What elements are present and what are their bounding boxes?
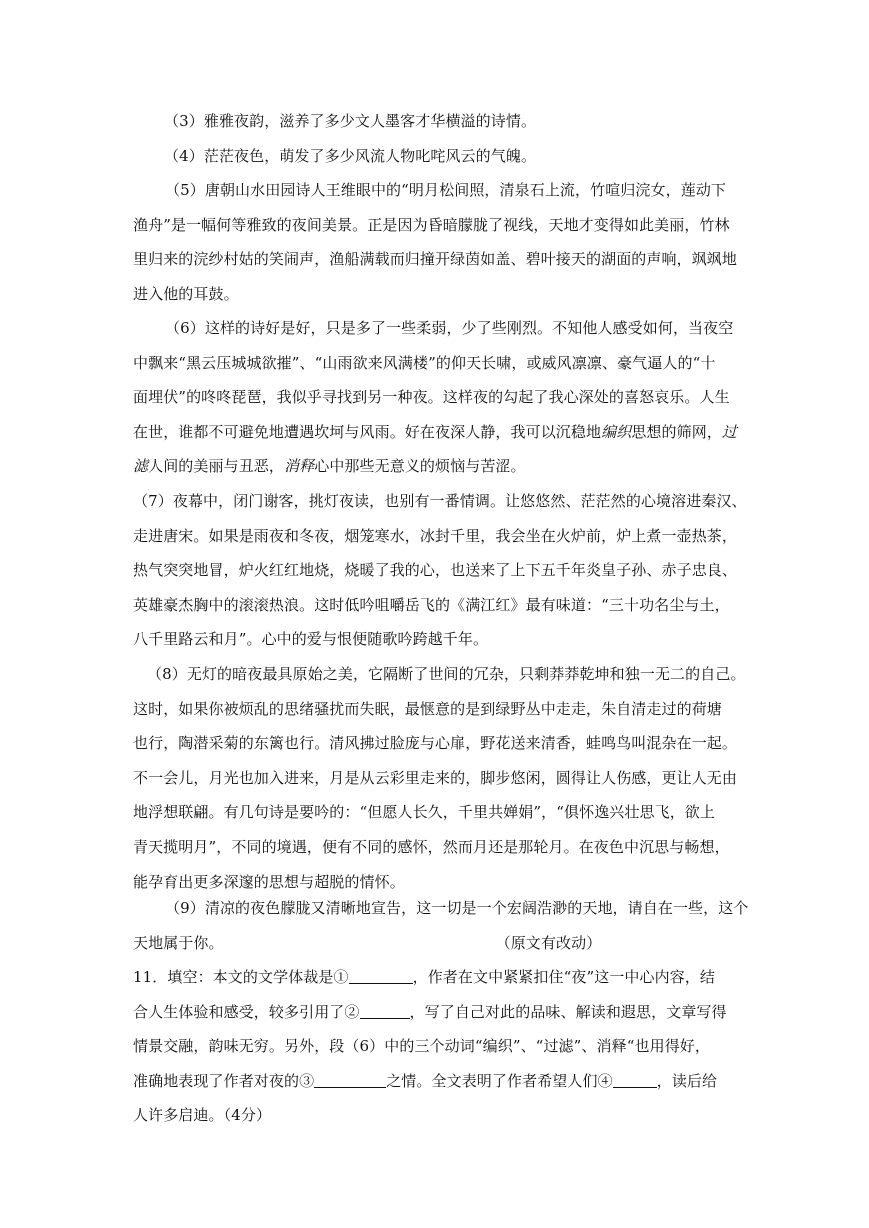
blank-3[interactable]	[314, 1071, 386, 1088]
question-11	[133, 960, 753, 1133]
paragraph-3-text: （3）雅雅夜韵，滋养了多少文人墨客才华横溢的诗情。	[164, 112, 537, 130]
blank-2[interactable]	[360, 1002, 410, 1019]
paragraph-7	[133, 484, 753, 657]
question-11-text-4: 之情。全文表明了作者希望人们④	[386, 1071, 613, 1090]
verb-guolv-part1: 过	[721, 422, 738, 441]
paragraph-3	[164, 104, 536, 139]
verb-xiaoshi: 消释	[284, 457, 315, 476]
paragraph-5	[133, 173, 753, 311]
paragraph-6-text-d: 心中那些无意义的烦恼与苦涩。	[314, 457, 526, 476]
question-11-text-1: 11．填空：本文的文学体裁是①	[133, 968, 349, 986]
verb-bianzhi: 编织	[601, 422, 632, 441]
paragraph-6-text-c: 人间的美丽与丑恶，	[148, 457, 285, 476]
paragraph-9-text: （9）清凉的夜色朦胧又清晰地宣告，这一切是一个宏阔浩渺的天地，请自在一些，这个 天地属于你。	[133, 899, 749, 952]
verb-guolv-part2: 滤	[133, 457, 149, 476]
question-11-text-3: ，写了自己对此的品味、解读和遐思，文章写得 情景交融，韵味无穷。另外，段（6）中的三个动词“编织”、“过滤”、消释“也用得好， 准确地表现了作者对夜的③	[133, 1002, 727, 1090]
paragraph-8-text: （8）无灯的暗夜最具原始之美，它隔断了世间的冗杂，只剩莽莽乾坤和独一无二的自己。 这时，如果你被烦乱的思绪骚扰而失眠，最惬意的是到绿野丛中走走，朱自清走过的荷塘 也行，陶潜采菊的东篱也行。清风拂过脸庞与心扉，野花送来清香，蛙鸣鸟叫混杂在一起。 不一会儿，月光也加入进来，月是从云彩里走来的，脚步悠闲，圆得让人伤感，更让人无由 地浮想联翩。有几句诗是要吟的：“但愿人长久，千里共婵娟”，“俱怀逸兴壮思飞，欲上 青天揽明月”，不同的境遇，便有不同的感怀，然而月还是那轮月。在夜色中沉思与畅想， 能孕育出更多深邃的思想与超脱的情怀。	[133, 665, 746, 891]
question-11-text-2: ，作者在文中紧紧扣住“夜”这一中心内容，结 合人生体验和感受，较多引用了②	[133, 968, 716, 1021]
paragraph-5-text: （5）唐朝山水田园诗人王维眼中的“明月松间照，清泉石上流，竹喧归浣女，莲动下 渔舟”是一幅何等雅致的夜间美景。正是因为昏暗朦胧了视线，天地才变得如此美丽，竹林 里归来的浣纱村姑的笑闹声，渔船满载而归撞开绿茵如盖、碧叶接天的湖面的声响，飒飒地 进入他的耳鼓。	[133, 181, 738, 303]
blank-1[interactable]	[349, 967, 413, 984]
paragraph-6-text-b: 思想的筛网，	[631, 422, 722, 441]
paragraph-8	[133, 657, 753, 899]
question-11-text-5: ，读后给 人许多启迪。（4分）	[133, 1071, 718, 1125]
paragraph-6	[133, 311, 753, 484]
paragraph-6-text-a: （6）这样的诗好是好，只是多了一些柔弱，少了些刚烈。不知他人感受如何，当夜空 中飘来“黑云压城城欲摧”、“山雨欲来风满楼”的仰天长啸，或威风凛凛、豪气逼人的“十 面埋伏”的咚咚琵琶，我似乎寻找到另一种夜。这样夜的勾起了我心深处的喜怒哀乐。人生 在世，谁都不可避免地遭遇坎坷与风雨。好在夜深人静，我可以沉稳地	[133, 319, 734, 441]
paragraph-4-text: （4）茫茫夜色，萌发了多少风流人物叱咤风云的气魄。	[164, 147, 537, 165]
paragraph-4	[164, 139, 536, 174]
paragraph-7-text: （7）夜幕中，闭门谢客，挑灯夜读，也别有一番情调。让悠悠然、茫茫然的心境溶进秦汉、 走进唐宋。如果是雨夜和冬夜，烟笼寒水，冰封千里，我会坐在火炉前，炉上煮一壶热茶， 热气突突地冒，炉火红红地烧，烧暖了我的心，也送来了上下五千年炎皇子孙、赤子忠良、 英雄豪杰胸中的滚滚热浪。这时低吟咀嚼岳飞的《满江红》最有味道：“三十功名尘与土， 八千里路云和月”。心中的爱与恨便随歌吟跨越千年。	[133, 492, 747, 649]
paragraph-9	[133, 891, 753, 960]
blank-4[interactable]	[613, 1071, 657, 1088]
source-note: （原文有改动）	[495, 933, 602, 952]
